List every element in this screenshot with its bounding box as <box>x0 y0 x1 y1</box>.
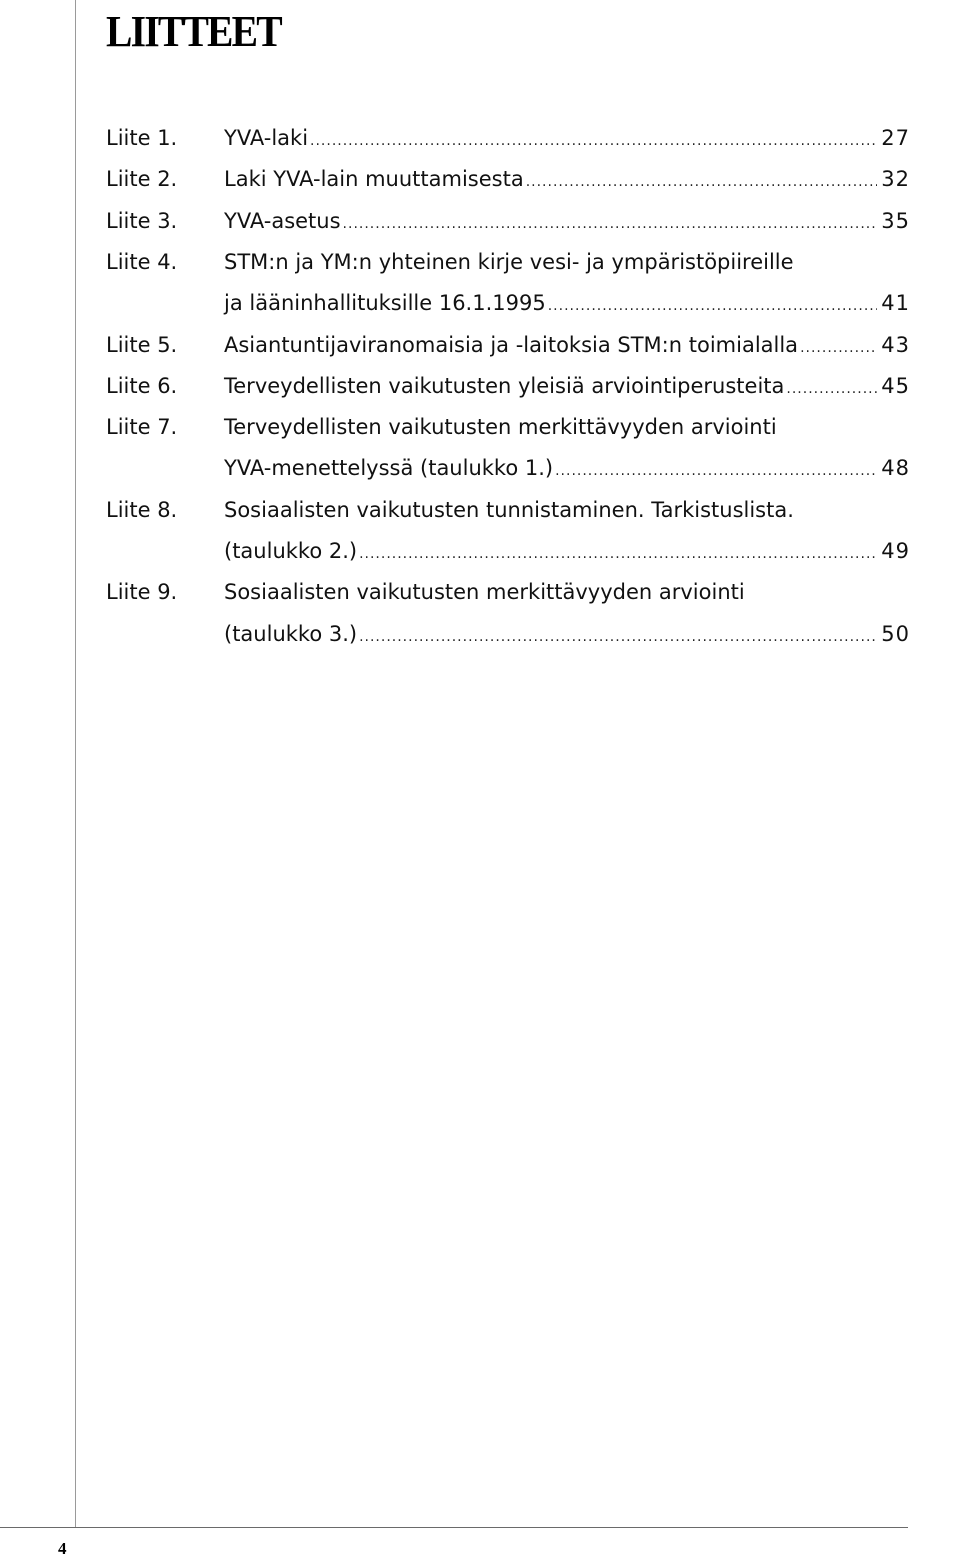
appendix-title-text: YVA-laki <box>224 126 309 150</box>
appendix-title-text: Sosiaalisten vaikutusten tunnistaminen. Tarkistuslista. <box>224 498 794 522</box>
appendix-title-text: Terveydellisten vaikutusten merkittävyyden arviointi <box>224 415 777 439</box>
dot-leader <box>359 534 877 574</box>
appendix-label: Liite 7. <box>106 415 178 439</box>
page-number: 4 <box>58 1539 67 1558</box>
appendix-page-number: 45 <box>881 374 910 398</box>
appendix-title-text: YVA-menettelyssä (taulukko 1.) <box>224 456 554 480</box>
appendix-title <box>224 201 910 244</box>
appendix-title <box>224 407 910 447</box>
appendix-title <box>224 159 910 202</box>
appendix-label: Liite 3. <box>106 209 178 233</box>
appendix-title <box>224 283 910 326</box>
dot-leader <box>800 328 877 368</box>
appendix-label: Liite 2. <box>106 167 178 191</box>
appendix-entry-line <box>106 366 910 406</box>
dot-leader <box>359 617 877 657</box>
appendix-page-number: 41 <box>881 291 910 315</box>
dot-leader <box>786 369 877 409</box>
page-title: LIITTEET <box>106 7 281 56</box>
appendix-entry-line <box>106 448 910 488</box>
appendix-title <box>224 614 910 657</box>
dot-leader <box>555 451 877 491</box>
appendix-list <box>0 0 960 700</box>
appendix-title <box>224 448 910 491</box>
footer-rule <box>0 1527 908 1528</box>
appendix-entry-line <box>106 283 910 323</box>
dot-leader <box>343 204 878 244</box>
appendix-page-number: 43 <box>881 333 910 357</box>
appendix-title-text: Laki YVA-lain muuttamisesta <box>224 167 524 191</box>
appendix-title-text: Asiantuntijaviranomaisia ja -laitoksia STM:n toimialalla <box>224 333 799 357</box>
appendix-title <box>224 572 910 612</box>
appendix-entry-line <box>106 118 910 158</box>
appendix-entry-line <box>106 325 910 365</box>
dot-leader <box>548 286 878 326</box>
appendix-title <box>224 490 910 530</box>
appendix-entry-line <box>106 159 910 199</box>
appendix-title-text: Sosiaalisten vaikutusten merkittävyyden arviointi <box>224 580 745 604</box>
appendix-label: Liite 9. <box>106 580 178 604</box>
appendix-entry-line <box>106 201 910 241</box>
dot-leader <box>310 121 877 161</box>
appendix-page-number: 50 <box>881 622 910 646</box>
appendix-page-number: 48 <box>881 456 910 480</box>
appendix-entry-line <box>106 572 910 612</box>
appendix-title-text: (taulukko 3.) <box>224 622 358 646</box>
appendix-entry-line <box>106 242 910 282</box>
appendix-title <box>224 242 910 282</box>
appendix-title-text: STM:n ja YM:n yhteinen kirje vesi- ja ympäristöpiireille <box>224 250 794 274</box>
appendix-title-text: YVA-asetus <box>224 209 341 233</box>
appendix-entry-line <box>106 614 910 654</box>
appendix-label: Liite 6. <box>106 374 178 398</box>
appendix-label: Liite 5. <box>106 333 178 357</box>
appendix-title <box>224 531 910 574</box>
appendix-entry-line <box>106 490 910 530</box>
appendix-title <box>224 118 910 161</box>
appendix-label: Liite 1. <box>106 126 178 150</box>
dot-leader <box>526 162 878 202</box>
appendix-entry-line <box>106 407 910 447</box>
appendix-title-text: Terveydellisten vaikutusten yleisiä arviointiperusteita <box>224 374 785 398</box>
appendix-page-number: 35 <box>881 209 910 233</box>
appendix-title-text: (taulukko 2.) <box>224 539 358 563</box>
appendix-title-text: ja lääninhallituksille 16.1.1995 <box>224 291 546 315</box>
appendix-page-number: 49 <box>881 539 910 563</box>
appendix-label: Liite 8. <box>106 498 178 522</box>
appendix-title <box>224 366 910 409</box>
appendix-label: Liite 4. <box>106 250 178 274</box>
appendix-entry-line <box>106 531 910 571</box>
appendix-title <box>224 325 910 368</box>
appendix-page-number: 27 <box>881 126 910 150</box>
appendix-page-number: 32 <box>881 167 910 191</box>
